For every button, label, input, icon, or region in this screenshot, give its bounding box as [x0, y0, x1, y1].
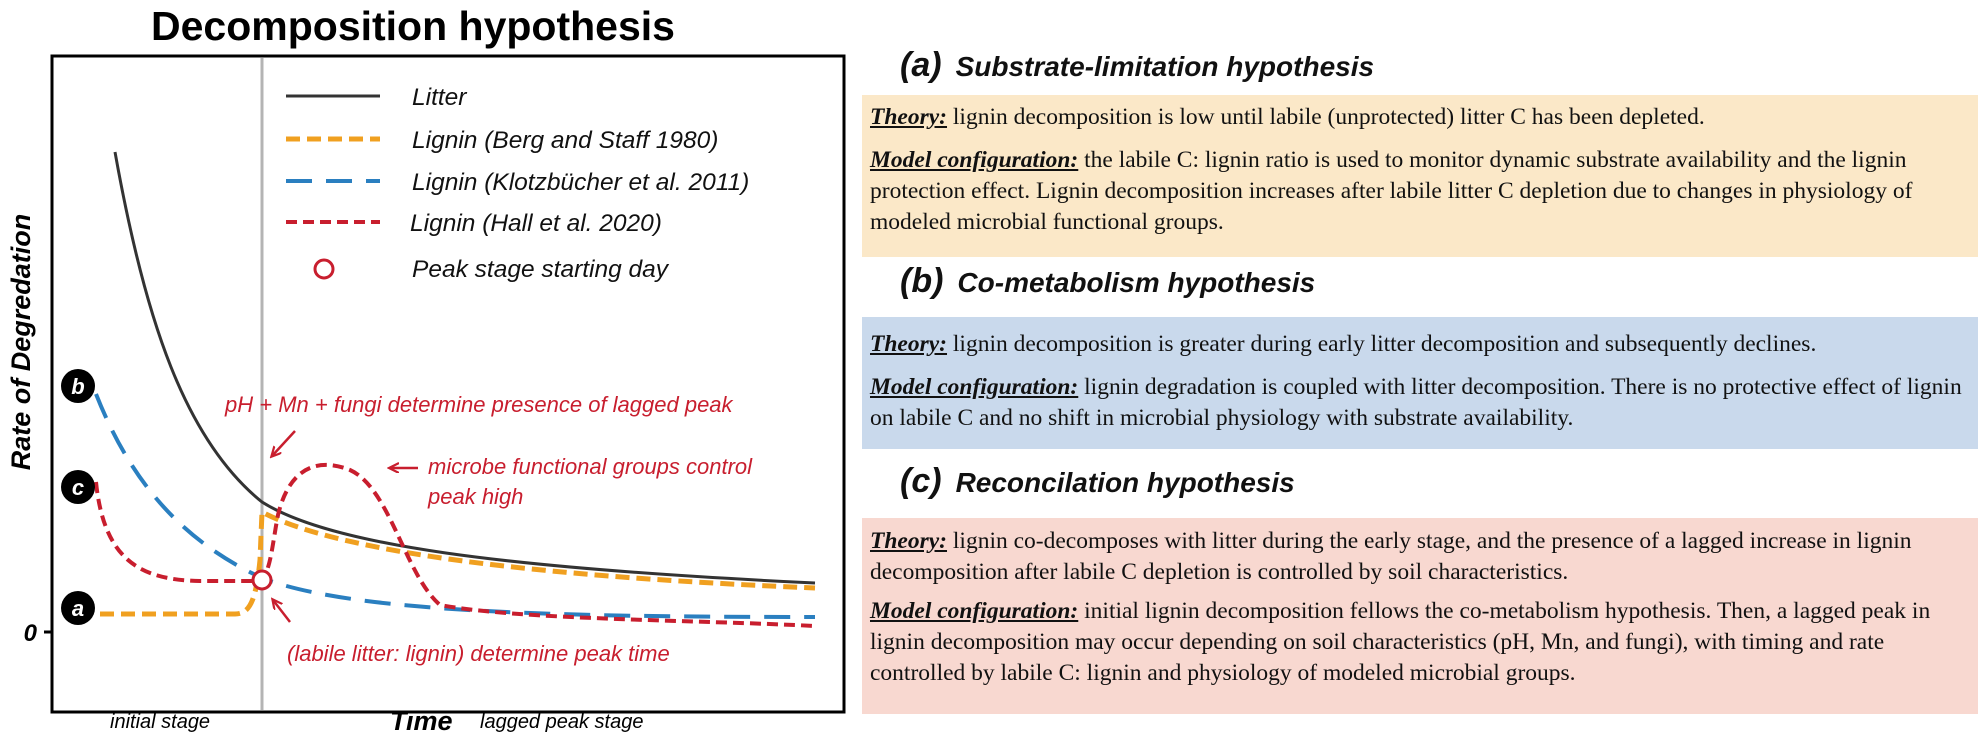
y-axis-label: Rate of Degredation	[6, 213, 36, 471]
arrow-presence	[272, 431, 295, 456]
hypothesis-c-header	[900, 462, 1295, 501]
marker-c	[61, 470, 95, 504]
legend-label-peak: Peak stage starting day	[412, 256, 669, 283]
hypothesis-b-model	[870, 372, 1970, 434]
annotation-timing: (labile litter: lignin) determine peak time	[287, 641, 670, 666]
legend-label-litter: Litter	[412, 84, 467, 111]
x-axis-label: Time	[390, 706, 453, 736]
hypothesis-b-box	[862, 317, 1978, 449]
hypothesis-c-model-label: Model configuration:	[870, 598, 1079, 624]
hypothesis-b-letter: (b)	[900, 262, 944, 300]
legend-swatch-peak-circle	[315, 260, 333, 278]
annotation-control-line2: peak high	[428, 484, 524, 509]
hypothesis-a-header	[900, 46, 1374, 85]
diagram-title: Decomposition hypothesis	[151, 3, 675, 49]
initial-stage-label: initial stage	[110, 711, 211, 733]
hypothesis-c-theory	[870, 526, 1970, 588]
legend-label-berg: Lignin (Berg and Staff 1980)	[412, 127, 719, 154]
hypothesis-b-theory	[870, 329, 1970, 360]
hypothesis-a-model-label: Model configuration:	[870, 147, 1079, 173]
hypothesis-c-name: Reconcilation hypothesis	[955, 467, 1295, 498]
hypothesis-a-theory	[870, 102, 1970, 133]
marker-b	[61, 369, 95, 403]
hypothesis-b-name: Co-metabolism hypothesis	[957, 267, 1316, 298]
hypothesis-c-theory-label: Theory:	[870, 528, 948, 554]
lignin-berg-curve	[100, 512, 815, 614]
hypothesis-c-model	[870, 596, 1970, 689]
zero-label: 0	[23, 620, 37, 647]
hypothesis-a-name: Substrate-limitation hypothesis	[955, 51, 1375, 82]
hypothesis-a-letter: (a)	[900, 46, 942, 84]
hypothesis-b-theory-label: Theory:	[870, 331, 948, 357]
marker-c-label: c	[71, 475, 85, 500]
marker-a	[61, 591, 95, 625]
hypothesis-c-letter: (c)	[900, 462, 942, 500]
hypothesis-b-theory-text: lignin decomposition is greater during early litter decomposition and subsequently declines.	[947, 331, 1817, 357]
annotation-presence: pH + Mn + fungi determine presence of lagged peak	[225, 392, 733, 417]
hypothesis-b-model-text: lignin degradation is coupled with litter decomposition. There is no protective effect of lignin on labile C and no shift in microbial physiology with substrate availability.	[870, 374, 1962, 431]
peak-start-marker	[253, 571, 271, 589]
legend-label-klotzbucher: Lignin (Klotzbücher et al. 2011)	[412, 169, 750, 196]
hypothesis-b-header	[900, 262, 1315, 301]
marker-a-label: a	[71, 596, 85, 621]
hypothesis-a-theory-text: lignin decomposition is low until labile (unprotected) litter C has been depleted.	[947, 104, 1705, 130]
hypothesis-a-theory-label: Theory:	[870, 104, 948, 130]
hypothesis-c-theory-text: lignin co-decomposes with litter during the early stage, and the presence of a lagged increase in lignin decomposition after labile C depletion is controlled by soil characteristics.	[870, 528, 1912, 585]
hypothesis-a-model	[870, 145, 1970, 238]
marker-b-label: b	[71, 374, 85, 399]
legend	[286, 84, 749, 283]
hypothesis-c-model-text: initial lignin decomposition fellows the co-metabolism hypothesis. Then, a lagged peak in lignin decomposition may occur depending on soil characteristics (pH, Mn, and fungi), with timing and rate controlled by labile C: lignin and physiology of modeled microbial groups.	[870, 598, 1931, 686]
annotation-control-line1: microbe functional groups control	[428, 454, 753, 479]
legend-label-hall: Lignin (Hall et al. 2020)	[410, 210, 662, 237]
lagged-peak-stage-label: lagged peak stage	[480, 711, 644, 733]
hypothesis-a-model-text: the labile C: lignin ratio is used to monitor dynamic substrate availability and the lignin protection effect. Lignin decomposition increases after labile litter C depletion due to changes in physiology of modeled microbial functional groups.	[870, 147, 1913, 235]
hypothesis-b-model-label: Model configuration:	[870, 374, 1079, 400]
hypothesis-c-box	[862, 518, 1978, 714]
arrow-timing	[273, 600, 290, 622]
hypothesis-a-box	[862, 95, 1978, 257]
